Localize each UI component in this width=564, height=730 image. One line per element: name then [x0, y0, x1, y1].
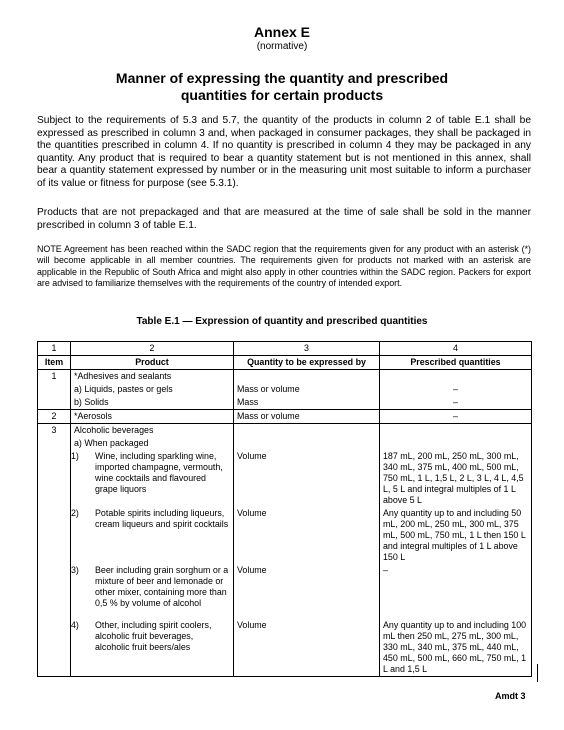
product-cell: a) Liquids, pastes or gels — [71, 383, 234, 396]
prescribed-cell: – — [380, 410, 532, 424]
product-cell — [71, 564, 234, 619]
product-cell: b) Solids — [71, 396, 234, 410]
product-cell: a) When packaged — [71, 437, 234, 450]
column-number: 4 — [380, 342, 532, 356]
table-row — [38, 410, 532, 424]
item-number — [38, 450, 71, 507]
table-row — [38, 564, 532, 619]
column-header-quantity: Quantity to be expressed by — [234, 356, 380, 370]
table-caption: Table E.1 — Expression of quantity and prescribed quantities — [136, 316, 428, 327]
column-header-item: Item — [38, 356, 71, 370]
item-number: 2 — [38, 410, 71, 424]
column-number-row — [38, 342, 532, 356]
item-number — [38, 564, 71, 619]
quantity-cell — [234, 370, 380, 384]
sub-item-text: Wine, including sparkling wine, imported champagne, vermouth, wine cocktails and flavoured grape liquors — [95, 451, 223, 494]
prescribed-cell: Any quantity up to and including 50 mL, 200 mL, 250 mL, 300 mL, 375 mL, 500 mL, 750 mL, 1 L then 150 L and integral multiples of 1 L above 150 L — [380, 507, 532, 564]
sub-item — [71, 565, 230, 609]
product-cell: *Aerosols — [71, 410, 234, 424]
table-row — [38, 383, 532, 396]
sub-item-text: Potable spirits including liqueurs, cream liqueurs and spirit cocktails — [95, 508, 229, 529]
table-row — [38, 396, 532, 410]
item-number — [38, 437, 71, 450]
product-cell: Alcoholic beverages — [71, 424, 234, 438]
table-row — [38, 370, 532, 384]
table-row — [38, 619, 532, 677]
heading-line-1: Manner of expressing the quantity and prescribed — [115, 70, 449, 86]
sub-item-number: 1) — [71, 451, 79, 461]
quantity-cell: Volume — [234, 507, 380, 564]
prescribed-cell: Any quantity up to and including 100 mL then 250 mL, 275 mL, 300 mL, 330 mL, 340 mL, 375 mL, 440 mL, 450 mL, 500 mL, 660 mL, 750 mL, 1 L and 1,5 L — [380, 619, 532, 677]
quantity-cell: Mass — [234, 396, 380, 410]
quantities-table — [37, 341, 532, 677]
table-row — [38, 450, 532, 507]
table-row — [38, 437, 532, 450]
prescribed-cell: 187 mL, 200 mL, 250 mL, 300 mL, 340 mL, 375 mL, 400 mL, 500 mL, 750 mL, 1 L, 1,5 L, 2 L, 3 L, 4 L, 4,5 L, 5 L and integral multiples of 1 L above 5 L — [380, 450, 532, 507]
prescribed-cell — [380, 370, 532, 384]
product-cell — [71, 450, 234, 507]
prescribed-cell: – — [380, 383, 532, 396]
item-number — [38, 396, 71, 410]
quantity-cell — [234, 437, 380, 450]
column-header-product: Product — [71, 356, 234, 370]
quantity-cell: Mass or volume — [234, 383, 380, 396]
item-number — [38, 383, 71, 396]
product-cell — [71, 507, 234, 564]
quantity-cell — [234, 424, 380, 438]
quantity-cell: Volume — [234, 564, 380, 619]
sub-item-number: 2) — [71, 508, 79, 518]
annex-subtitle: (normative) — [256, 41, 308, 52]
sub-item-text: Beer including grain sorghum or a mixture of beer and lemonade or other mixer, containing more than 0,5 % by volume of alcohol — [95, 565, 229, 608]
item-number — [38, 507, 71, 564]
sub-item — [71, 620, 230, 653]
quantity-cell: Volume — [234, 450, 380, 507]
quantity-cell: Volume — [234, 619, 380, 677]
item-number — [38, 619, 71, 677]
heading-line-2: quantities for certain products — [180, 87, 384, 103]
note-paragraph: NOTE Agreement has been reached within the SADC region that the requirements given for any product with an asterisk (*) will become applicable in all member countries. The requirements given for products not marked with an asterisk are applicable in the Republic of South Africa and might also apply in other countries within the SADC region. Packers for export are advised to familiarize themselves with the requirements of the country of intended export. — [37, 244, 531, 288]
sub-item-number: 4) — [71, 620, 79, 630]
table-row — [38, 424, 532, 438]
product-cell: *Adhesives and sealants — [71, 370, 234, 384]
sub-item-text: Other, including spirit coolers, alcoholic fruit beverages, alcoholic fruit beers/ales — [95, 620, 212, 652]
item-number: 1 — [38, 370, 71, 384]
body-paragraph-2: Products that are not prepackaged and that are measured at the time of sale shall be sold in the manner prescribed in column 3 of table E.1. — [37, 207, 531, 231]
body-paragraph-1: Subject to the requirements of 5.3 and 5.7, the quantity of the products in column 2 of table E.1 shall be expressed as prescribed in column 3 and, when packaged in consumer packages, they shall be packaged in the quantities prescribed in column 4. If no quantity is prescribed in column 4 they may be packaged in any quantity. Any product that is required to bear a quantity statement but is not mentioned in this annex, shall bear a quantity statement expressed by number or in the measuring unit most suitable to inform a purchaser of its value or fitness for purpose (see 5.3.1). — [37, 115, 531, 189]
column-number: 1 — [38, 342, 71, 356]
column-number: 2 — [71, 342, 234, 356]
section-heading — [60, 70, 504, 104]
prescribed-cell: – — [380, 564, 532, 619]
quantity-cell: Mass or volume — [234, 410, 380, 424]
product-cell — [71, 619, 234, 677]
prescribed-cell — [380, 437, 532, 450]
sub-item — [71, 508, 230, 530]
column-header-row — [38, 356, 532, 370]
item-number: 3 — [38, 424, 71, 438]
table-row — [38, 507, 532, 564]
prescribed-cell — [380, 424, 532, 438]
annex-title: Annex E — [253, 24, 310, 40]
amendment-label: Amdt 3 — [495, 691, 526, 701]
column-number: 3 — [234, 342, 380, 356]
change-bar — [537, 664, 538, 682]
sub-item — [71, 451, 230, 495]
column-header-prescribed: Prescribed quantities — [380, 356, 532, 370]
prescribed-cell: – — [380, 396, 532, 410]
sub-item-number: 3) — [71, 565, 79, 575]
